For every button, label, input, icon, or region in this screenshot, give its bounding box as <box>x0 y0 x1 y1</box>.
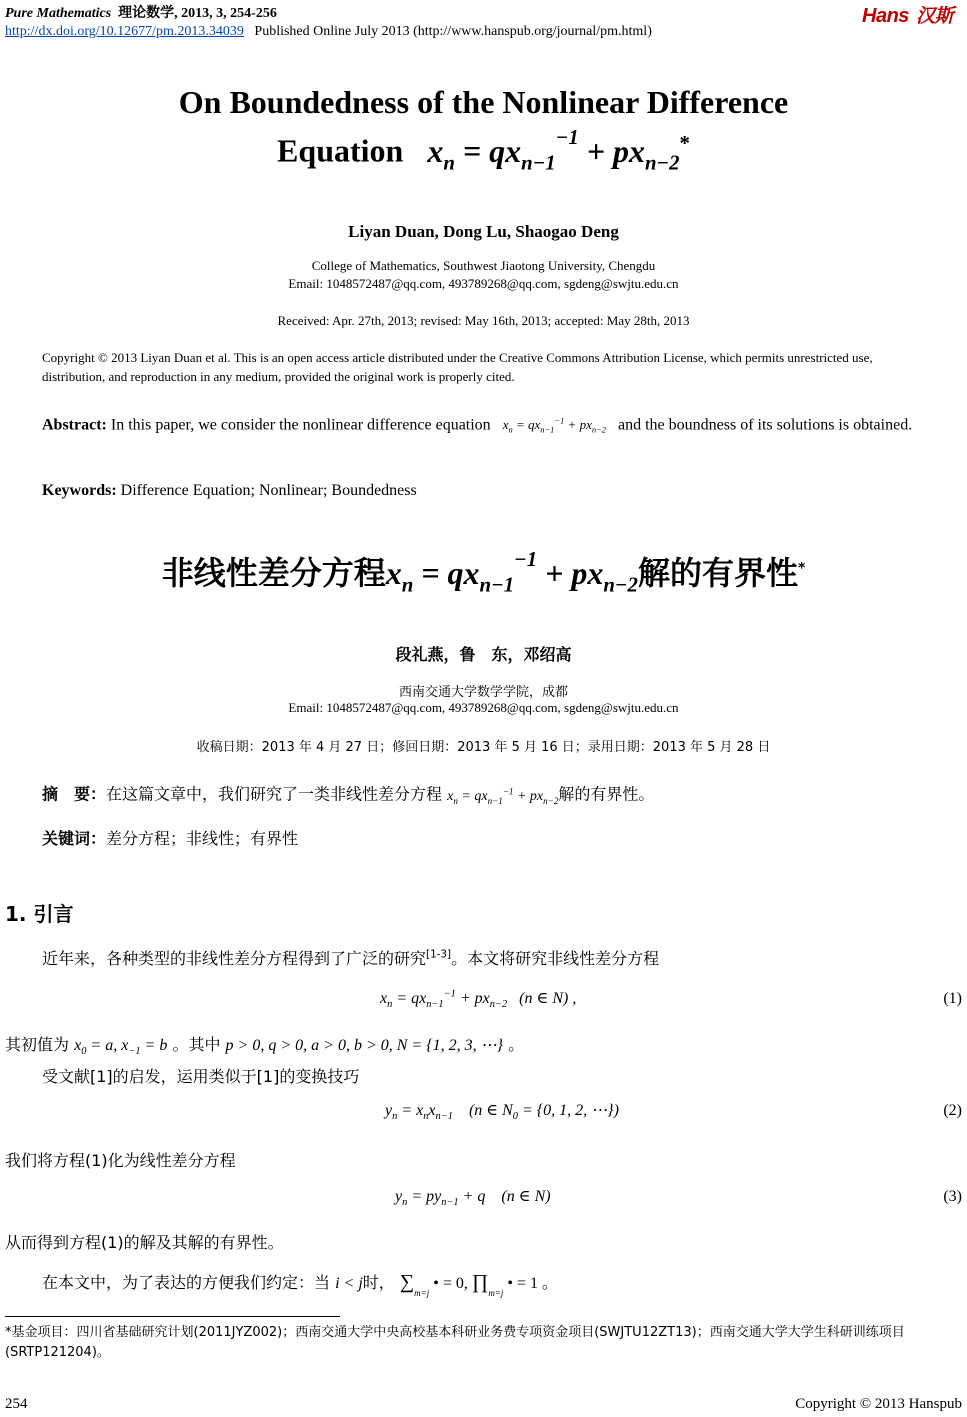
equation-2-number: (2) <box>943 1102 962 1119</box>
footer-copyright: Copyright © 2013 Hanspub <box>795 1396 962 1412</box>
convention-text-b: 时， <box>362 1273 395 1292</box>
zh-affiliation: 西南交通大学数学学院，成都 <box>398 685 568 700</box>
zh-title-b: 解的有界性 <box>637 554 798 592</box>
convention-condition: i < j <box>335 1275 363 1292</box>
zh-keywords-label: 关键词： <box>42 829 107 848</box>
equation-1: $x_n = qx_{n-1}^{-1} + px_{n-2}$ (n ∈ N) , <box>380 988 577 1011</box>
abstract-text-b: and the boundness of its solutions is obtained. <box>617 416 913 434</box>
initial-values-text-a: 其初值为 <box>5 1035 70 1054</box>
zh-keywords-text: 差分方程；非线性；有界性 <box>106 829 299 848</box>
intro-paragraph-3: 受文献[1]的启发，运用类似于[1]的变换技巧 <box>42 1067 360 1086</box>
zh-keywords <box>42 826 926 852</box>
keywords-label: Keywords: <box>42 482 117 499</box>
intro-paragraph-1 <box>42 946 659 969</box>
initial-values-line <box>5 1032 524 1057</box>
intro-paragraph-4: 我们将方程(1)化为线性差分方程 <box>5 1151 236 1170</box>
equation-1-number: (1) <box>943 990 962 1007</box>
initial-values-math: $x_0 = a$, $x_{-1} = b$ <box>74 1037 168 1058</box>
footnote-rule <box>5 1316 340 1317</box>
paper-title-line2 <box>0 126 967 175</box>
title-word-equation: Equation <box>277 132 404 169</box>
abstract <box>42 408 926 443</box>
zh-title <box>0 548 967 597</box>
zh-authors: 段礼燕，鲁 东，邓绍高 <box>395 645 572 664</box>
copyright-notice: Copyright © 2013 Liyan Duan et al. This is an open access article distributed under the Creative Commons Attribution License, which permits unrestricted use, distribution, and reproduction in any medium, provided the original work is properly cited. <box>42 350 873 384</box>
hans-logo-graphic <box>862 2 962 28</box>
zh-title-star: * <box>797 560 806 577</box>
abstract-equation: $x_n = qx_{n-1}^{-1} + px_{n-2}$ <box>502 416 606 435</box>
doi-line <box>5 24 652 40</box>
equation-3-number: (3) <box>943 1188 962 1205</box>
convention-line <box>42 1270 559 1298</box>
zh-abstract <box>42 778 926 813</box>
footnote: *基金项目：四川省基础研究计划(2011JYZ002)；西南交通大学中央高校基本科研业务费专项资金项目(SWJTU12ZT13)；西南交通大学大学生科研训练项目(SRTP121204)。 <box>5 1325 905 1360</box>
received-dates: Received: Apr. 27th, 2013; revised: May 16th, 2013; accepted: May 28th, 2013 <box>277 313 690 328</box>
hans-logo <box>862 2 962 34</box>
equation-3: $y_n = py_{n-1} + q$ (n ∈ N) <box>395 1188 551 1209</box>
title-equation: $x_n = qx_{n-1}^{-1} + px_{n-2}$ <box>427 126 680 175</box>
initial-values-text-c: 。 <box>508 1035 525 1054</box>
zh-abstract-a: 在这篇文章中，我们研究了一类非线性差分方程 <box>106 784 443 804</box>
abstract-label: Abstract: <box>42 416 107 434</box>
intro-p1-text-b: 。本文将研究非线性差分方程 <box>451 949 660 968</box>
zh-email: Email: 1048572487@qq.com, 493789268@qq.com, sgdeng@swjtu.edu.cn <box>288 700 679 715</box>
journal-cn: 理论数学, 2013, 3, 254-256 <box>118 6 277 21</box>
zh-title-equation: $x_n = qx_{n-1}^{-1} + px_{n-2}$ <box>385 548 638 597</box>
citation-1-3[interactable]: [1-3] <box>426 948 452 961</box>
zh-abstract-b: 解的有界性。 <box>558 784 655 804</box>
doi-link[interactable]: http://dx.doi.org/10.12677/pm.2013.34039 <box>5 24 244 39</box>
svg-text:Hans: Hans <box>862 5 909 27</box>
title-star: * <box>679 132 690 155</box>
page-number: 254 <box>5 1396 28 1412</box>
journal-name: Pure Mathematics <box>5 6 112 21</box>
affiliation: College of Mathematics, Southwest Jiaotong University, Chengdu <box>311 258 656 273</box>
authors: Liyan Duan, Dong Lu, Shaogao Deng <box>348 222 619 241</box>
email: Email: 1048572487@qq.com, 493789268@qq.com, sgdeng@swjtu.edu.cn <box>288 276 679 291</box>
equation-2: $y_n = x_nx_{n-1}$ (n ∈ $N_0 = \{0$, 1, 2, ⋯}) <box>385 1102 619 1123</box>
paper-title-line1: On Boundedness of the Nonlinear Difference <box>178 84 789 120</box>
journal-header <box>5 2 277 22</box>
published-online: Published Online July 2013 (http://www.hanspub.org/journal/pm.html) <box>254 24 652 39</box>
keywords <box>42 478 926 504</box>
convention-text-a: 在本文中，为了表达的方便我们约定：当 <box>42 1273 331 1292</box>
zh-abstract-equation: $x_n = qx_{n-1}^{-1} + px_{n-2}$ <box>447 786 559 806</box>
initial-values-text-b: 。其中 <box>172 1035 221 1054</box>
intro-p1-text: 近年来，各种类型的非线性差分方程得到了广泛的研究 <box>42 949 427 968</box>
parameter-conditions: p > 0, q > 0, a > 0, b > 0, N = {1, 2, 3, ⋯} <box>225 1037 503 1054</box>
section-heading: 1. 引言 <box>5 902 74 926</box>
zh-abstract-label: 摘 要： <box>42 784 107 804</box>
convention-text-c: 。 <box>542 1273 559 1292</box>
zh-dates: 收稿日期：2013 年 4 月 27 日；修回日期：2013 年 5 月 16 日；录用日期：2013 年 5 月 28 日 <box>196 740 771 755</box>
keywords-text: Difference Equation; Nonlinear; Boundedness <box>120 482 417 499</box>
zh-title-a: 非线性差分方程 <box>161 554 386 592</box>
abstract-text-a: In this paper, we consider the nonlinear difference equation <box>110 416 491 434</box>
convention-sum-product: $\sum_{m=j}$ • = 0, $\prod_{m=j}$ • = 1 <box>399 1271 543 1298</box>
svg-text:汉斯: 汉斯 <box>916 5 954 27</box>
intro-paragraph-5: 从而得到方程(1)的解及其解的有界性。 <box>5 1233 284 1252</box>
